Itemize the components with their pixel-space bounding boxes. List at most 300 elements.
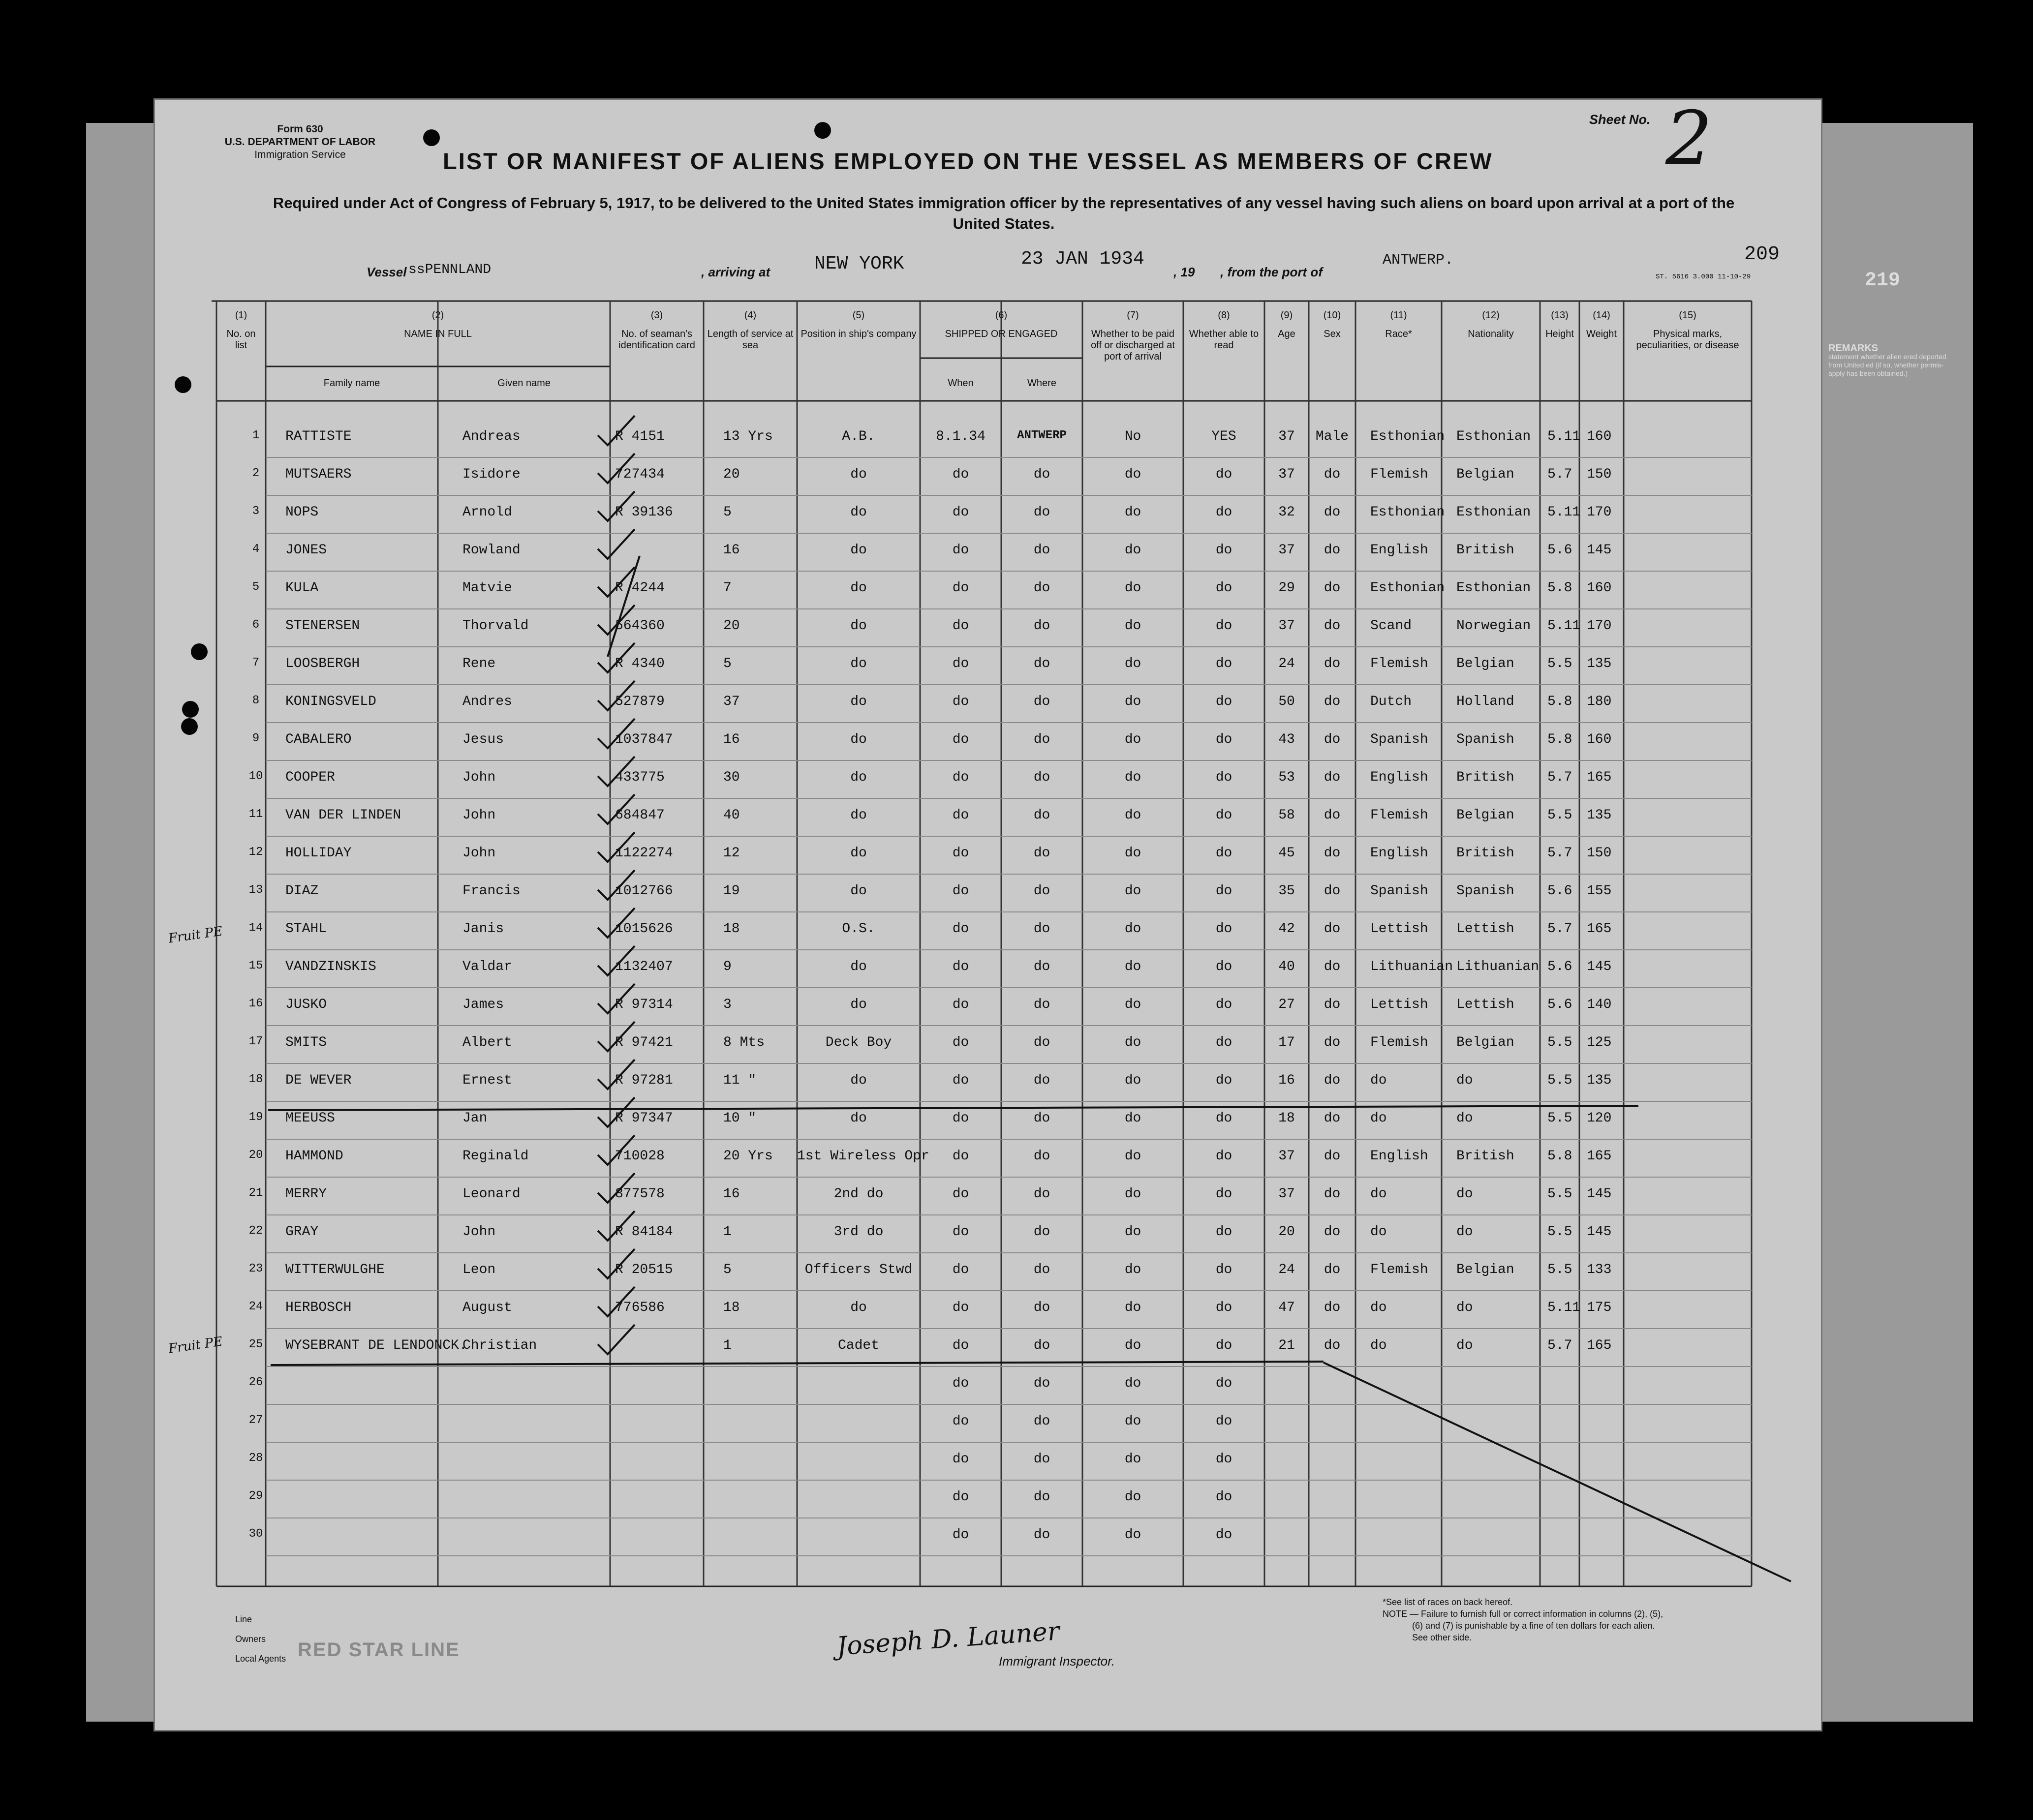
cell-given: Rene <box>462 656 496 671</box>
cell-read: do <box>1215 1035 1232 1050</box>
cell-given: John <box>462 770 496 785</box>
cell-position: do <box>850 1073 867 1088</box>
cell-read: do <box>1215 770 1232 785</box>
column-header: Position in ship's company <box>801 329 917 339</box>
vessel-name: ssPENNLAND <box>408 262 492 277</box>
cell-service: 37 <box>723 694 740 709</box>
cell-height: 5.6 <box>1547 997 1572 1012</box>
cell-weight: 160 <box>1587 732 1612 747</box>
cell-when: do <box>952 1149 969 1164</box>
column-number: (13) <box>1551 310 1569 321</box>
cell-position: do <box>850 543 867 558</box>
cell-nat: British <box>1456 770 1514 785</box>
cell-family: VANDZINSKIS <box>285 959 376 974</box>
cell-when: do <box>952 543 969 558</box>
cell-family: GRAY <box>285 1224 319 1240</box>
column-number: (12) <box>1482 310 1500 321</box>
cell-given: John <box>462 808 496 823</box>
cell-read: do <box>1215 1149 1232 1164</box>
cell-family: COOPER <box>285 770 335 785</box>
row-number: 12 <box>248 846 263 859</box>
cell-paid: do <box>1124 846 1141 861</box>
column-subheader: Given name <box>497 378 551 389</box>
row-number: 29 <box>248 1489 263 1503</box>
cell-when: do <box>952 883 969 899</box>
inspector-label: Immigrant Inspector. <box>999 1654 1115 1668</box>
line-label: Line <box>235 1614 252 1624</box>
column-header: Physical marks, peculiarities, or disease <box>1636 329 1739 351</box>
cell-when: do <box>952 732 969 747</box>
cell-age: 37 <box>1278 429 1295 444</box>
cell-race: Esthonian <box>1370 580 1445 596</box>
row-number: 20 <box>248 1149 263 1162</box>
cell-paid: do <box>1124 883 1141 899</box>
cell-weight: 120 <box>1587 1111 1612 1126</box>
cell-paid: do <box>1124 505 1141 520</box>
column-number: (10) <box>1323 310 1341 321</box>
cell-paid: do <box>1124 1186 1141 1202</box>
cell-sex: Male <box>1315 429 1349 444</box>
cell-read: do <box>1215 1262 1232 1277</box>
cell-when: do <box>952 580 969 596</box>
cell-weight: 165 <box>1587 1338 1612 1353</box>
cell-race: English <box>1370 543 1428 558</box>
cell-where: do <box>1033 694 1050 709</box>
cell-where: do <box>1033 1452 1050 1467</box>
cell-where: do <box>1033 1186 1050 1202</box>
row-number: 1 <box>252 429 260 442</box>
cell-age: 40 <box>1278 959 1295 974</box>
footnote-fine: (6) and (7) is punishable by a fine of ten dollars for each alien. <box>1412 1621 1655 1631</box>
row-number: 7 <box>252 656 260 669</box>
cell-sex: do <box>1324 770 1341 785</box>
cell-when: do <box>952 997 969 1012</box>
cell-height: 5.5 <box>1547 1073 1572 1088</box>
cell-nat: do <box>1456 1111 1473 1126</box>
cell-position: do <box>850 580 867 596</box>
arriving-port: NEW YORK <box>814 253 904 274</box>
from-port: ANTWERP. <box>1383 252 1454 269</box>
cell-service: 9 <box>723 959 732 974</box>
from-port-label: , from the port of <box>1220 265 1323 279</box>
row-number: 21 <box>248 1186 263 1200</box>
cell-when: do <box>952 1262 969 1277</box>
cell-height: 5.11 <box>1547 429 1581 444</box>
cell-where: ANTWERP <box>1017 429 1067 442</box>
cell-when: do <box>952 1300 969 1315</box>
cell-race: Lettish <box>1370 997 1428 1012</box>
cell-nat: do <box>1456 1224 1473 1240</box>
form-number: Form 630 <box>277 123 323 135</box>
row-number: 4 <box>252 543 260 556</box>
cell-when: do <box>952 808 969 823</box>
cell-where: do <box>1033 921 1050 937</box>
cell-given: Andres <box>462 694 512 709</box>
cell-sex: do <box>1324 1111 1341 1126</box>
cell-family: HOLLIDAY <box>285 846 352 861</box>
cell-weight: 170 <box>1587 505 1612 520</box>
cell-card: 710028 <box>615 1149 665 1164</box>
agents-label: Local Agents <box>235 1654 286 1664</box>
cell-sex: do <box>1324 694 1341 709</box>
cell-when: 8.1.34 <box>936 429 986 444</box>
cell-weight: 165 <box>1587 1149 1612 1164</box>
cell-paid: do <box>1124 1035 1141 1050</box>
column-header: No. of seaman's identification card <box>618 329 695 351</box>
cell-sex: do <box>1324 997 1341 1012</box>
cell-height: 5.5 <box>1547 808 1572 823</box>
row-number: 26 <box>248 1376 263 1389</box>
cell-age: 32 <box>1278 505 1295 520</box>
cell-age: 45 <box>1278 846 1295 861</box>
cell-paid: do <box>1124 1224 1141 1240</box>
cell-paid: do <box>1124 1376 1141 1391</box>
arriving-label: , arriving at <box>701 265 770 279</box>
cell-when: do <box>952 1489 969 1505</box>
cell-sex: do <box>1324 1338 1341 1353</box>
cell-service: 16 <box>723 732 740 747</box>
cell-age: 43 <box>1278 732 1295 747</box>
row-number: 25 <box>248 1338 263 1351</box>
cell-where: do <box>1033 1338 1050 1353</box>
stamp-number: 209 <box>1744 243 1780 266</box>
cell-age: 37 <box>1278 467 1295 482</box>
cell-when: do <box>952 1452 969 1467</box>
cell-service: 13 Yrs <box>723 429 773 444</box>
cell-weight: 125 <box>1587 1035 1612 1050</box>
column-number: (3) <box>650 310 663 321</box>
cell-where: do <box>1033 808 1050 823</box>
cell-height: 5.7 <box>1547 846 1572 861</box>
cell-race: do <box>1370 1111 1387 1126</box>
cell-position: do <box>850 1300 867 1315</box>
cell-race: Dutch <box>1370 694 1412 709</box>
cell-paid: do <box>1124 921 1141 937</box>
cell-where: do <box>1033 1376 1050 1391</box>
cell-service: 3 <box>723 997 732 1012</box>
cell-card: R 4151 <box>615 429 665 444</box>
cell-where: do <box>1033 467 1050 482</box>
cell-height: 5.5 <box>1547 1224 1572 1240</box>
cell-service: 5 <box>723 1262 732 1277</box>
cell-when: do <box>952 467 969 482</box>
cell-family: HERBOSCH <box>285 1300 352 1315</box>
cell-when: do <box>952 694 969 709</box>
cell-sex: do <box>1324 883 1341 899</box>
cell-sex: do <box>1324 1186 1341 1202</box>
cell-nat: do <box>1456 1186 1473 1202</box>
cell-where: do <box>1033 1224 1050 1240</box>
cell-sex: do <box>1324 505 1341 520</box>
cell-nat: Belgian <box>1456 1035 1514 1050</box>
cell-card: 1037847 <box>615 732 673 747</box>
remarks-text: statement whether alien ered deported from United ed (if so, whether permis- apply has been obtained.) <box>1828 353 1946 377</box>
cell-race: Esthonian <box>1370 505 1445 520</box>
cell-paid: do <box>1124 1452 1141 1467</box>
cell-card: 877578 <box>615 1186 665 1202</box>
cell-family: KONINGSVELD <box>285 694 376 709</box>
cell-sex: do <box>1324 808 1341 823</box>
cell-read: do <box>1215 1111 1232 1126</box>
cell-weight: 135 <box>1587 1073 1612 1088</box>
column-number: (9) <box>1280 310 1293 321</box>
cell-weight: 160 <box>1587 580 1612 596</box>
row-number: 24 <box>248 1300 263 1313</box>
cell-position: 3rd do <box>833 1224 884 1240</box>
cell-weight: 150 <box>1587 467 1612 482</box>
cell-card: 776586 <box>615 1300 665 1315</box>
row-number: 13 <box>248 883 263 897</box>
cell-given: Ernest <box>462 1073 512 1088</box>
manifest-title: LIST OR MANIFEST OF ALIENS EMPLOYED ON THE VESSEL AS MEMBERS OF CREW <box>443 148 1493 174</box>
cell-given: John <box>462 846 496 861</box>
cell-paid: do <box>1124 1111 1141 1126</box>
cell-family: DIAZ <box>285 883 319 899</box>
year-label: , 19 <box>1173 265 1195 279</box>
cell-where: do <box>1033 580 1050 596</box>
cell-position: do <box>850 467 867 482</box>
column-number: (1) <box>235 310 247 321</box>
cell-where: do <box>1033 846 1050 861</box>
cell-age: 16 <box>1278 1073 1295 1088</box>
cell-where: do <box>1033 1489 1050 1505</box>
cell-nat: Lettish <box>1456 997 1514 1012</box>
date-stamp: 23 JAN 1934 <box>1021 248 1144 270</box>
cell-race: English <box>1370 1149 1428 1164</box>
column-number: (4) <box>744 310 757 321</box>
cell-read: do <box>1215 505 1232 520</box>
cell-read: do <box>1215 1452 1232 1467</box>
cell-when: do <box>952 1224 969 1240</box>
cell-read: do <box>1215 694 1232 709</box>
manifest-subtitle: Required under Act of Congress of February 5, 1917, to be delivered to the United States immigration officer by the representatives of any vessel having such aliens on board upon arrival at a port of the United States. <box>273 194 1735 232</box>
cell-sex: do <box>1324 1035 1341 1050</box>
cell-position: do <box>850 656 867 671</box>
cell-sex: do <box>1324 618 1341 634</box>
cell-service: 12 <box>723 846 740 861</box>
cell-weight: 135 <box>1587 656 1612 671</box>
cell-family: DE WEVER <box>285 1073 352 1088</box>
cell-given: Matvie <box>462 580 512 596</box>
cell-race: Lettish <box>1370 921 1428 937</box>
signature: Joseph D. Launer <box>835 1616 1061 1662</box>
cell-height: 5.6 <box>1547 543 1572 558</box>
column-number: (11) <box>1390 310 1407 321</box>
cell-given: Albert <box>462 1035 512 1050</box>
cell-when: do <box>952 1073 969 1088</box>
cell-family: SMITS <box>285 1035 327 1050</box>
cell-weight: 145 <box>1587 959 1612 974</box>
cell-age: 20 <box>1278 1224 1295 1240</box>
cell-given: August <box>462 1300 512 1315</box>
cell-age: 37 <box>1278 1149 1295 1164</box>
cell-when: do <box>952 959 969 974</box>
column-subheader: When <box>948 378 974 389</box>
cell-nat: Esthonian <box>1456 429 1531 444</box>
cell-when: do <box>952 770 969 785</box>
cell-where: do <box>1033 505 1050 520</box>
cell-age: 50 <box>1278 694 1295 709</box>
cell-height: 5.5 <box>1547 1111 1572 1126</box>
cell-family: STAHL <box>285 921 327 937</box>
cell-given: Francis <box>462 883 521 899</box>
cell-read: do <box>1215 997 1232 1012</box>
cell-weight: 155 <box>1587 883 1612 899</box>
cell-position: do <box>850 505 867 520</box>
cell-height: 5.7 <box>1547 467 1572 482</box>
column-subheader: Where <box>1027 378 1056 389</box>
cell-nat: British <box>1456 1149 1514 1164</box>
row-number: 8 <box>252 694 260 707</box>
cell-age: 47 <box>1278 1300 1295 1315</box>
column-number: (7) <box>1127 310 1139 321</box>
cell-read: do <box>1215 580 1232 596</box>
row-number: 30 <box>248 1527 263 1541</box>
cell-race: Spanish <box>1370 732 1428 747</box>
cell-position: do <box>850 846 867 861</box>
cell-weight: 133 <box>1587 1262 1612 1277</box>
cell-service: 5 <box>723 656 732 671</box>
cell-height: 5.8 <box>1547 1149 1572 1164</box>
cell-position: A.B. <box>842 429 875 444</box>
cell-card: R 4244 <box>615 580 665 596</box>
cell-race: Flemish <box>1370 1035 1428 1050</box>
cell-sex: do <box>1324 732 1341 747</box>
cell-race: do <box>1370 1338 1387 1353</box>
cell-family: JUSKO <box>285 997 327 1012</box>
cell-position: 2nd do <box>833 1186 884 1202</box>
cell-given: Christian <box>462 1338 537 1353</box>
cell-where: do <box>1033 1262 1050 1277</box>
cell-height: 5.5 <box>1547 1186 1572 1202</box>
cell-given: Rowland <box>462 543 521 558</box>
row-number: 10 <box>248 770 263 783</box>
cell-age: 37 <box>1278 543 1295 558</box>
cell-when: do <box>952 1111 969 1126</box>
cell-race: Lithuanian <box>1370 959 1453 974</box>
vessel-label: Vessel <box>367 265 407 279</box>
cell-read: do <box>1215 732 1232 747</box>
column-header: Whether able to read <box>1189 329 1259 351</box>
cell-age: 58 <box>1278 808 1295 823</box>
cell-position: do <box>850 1111 867 1126</box>
cell-service: 18 <box>723 921 740 937</box>
cell-race: Flemish <box>1370 1262 1428 1277</box>
cell-given: Andreas <box>462 429 521 444</box>
cell-sex: do <box>1324 1073 1341 1088</box>
cell-weight: 175 <box>1587 1300 1612 1315</box>
cell-paid: do <box>1124 997 1141 1012</box>
cell-position: do <box>850 770 867 785</box>
row-number: 3 <box>252 505 260 518</box>
cell-sex: do <box>1324 580 1341 596</box>
column-number: (15) <box>1679 310 1696 321</box>
cell-read: do <box>1215 1338 1232 1353</box>
cell-nat: Spanish <box>1456 883 1514 899</box>
cell-where: do <box>1033 959 1050 974</box>
cell-height: 5.11 <box>1547 618 1581 634</box>
cell-sex: do <box>1324 656 1341 671</box>
cell-service: 7 <box>723 580 732 596</box>
row-number: 16 <box>248 997 263 1010</box>
cell-nat: Norwegian <box>1456 618 1531 634</box>
cell-position: do <box>850 997 867 1012</box>
cell-position: do <box>850 883 867 899</box>
cell-age: 17 <box>1278 1035 1295 1050</box>
cell-age: 18 <box>1278 1111 1295 1126</box>
cell-given: James <box>462 997 504 1012</box>
cell-weight: 170 <box>1587 618 1612 634</box>
cell-sex: do <box>1324 543 1341 558</box>
cell-when: do <box>952 1186 969 1202</box>
cell-nat: Belgian <box>1456 656 1514 671</box>
cell-position: 1st Wireless Opr <box>797 1149 929 1164</box>
cell-read: YES <box>1211 429 1236 444</box>
cell-height: 5.11 <box>1547 1300 1581 1315</box>
cell-where: do <box>1033 543 1050 558</box>
cell-position: O.S. <box>842 921 875 937</box>
cell-family: LOOSBERGH <box>285 656 360 671</box>
cell-nat: do <box>1456 1338 1473 1353</box>
cell-where: do <box>1033 1111 1050 1126</box>
footnote-note: NOTE — Failure to furnish full or correct information in columns (2), (5), <box>1383 1609 1663 1619</box>
cell-given: Valdar <box>462 959 512 974</box>
cell-service: 18 <box>723 1300 740 1315</box>
cell-weight: 145 <box>1587 1224 1612 1240</box>
cell-when: do <box>952 1414 969 1429</box>
cell-weight: 135 <box>1587 808 1612 823</box>
cell-card: 1015626 <box>615 921 673 937</box>
column-number: (6) <box>995 310 1008 321</box>
cell-race: do <box>1370 1224 1387 1240</box>
cell-when: do <box>952 1338 969 1353</box>
cell-nat: Esthonian <box>1456 505 1531 520</box>
row-number: 15 <box>248 959 263 972</box>
cell-family: MEEUSS <box>285 1111 335 1126</box>
cell-read: do <box>1215 656 1232 671</box>
cell-nat: Esthonian <box>1456 580 1531 596</box>
cell-height: 5.8 <box>1547 694 1572 709</box>
cell-age: 21 <box>1278 1338 1295 1353</box>
cell-race: do <box>1370 1073 1387 1088</box>
cell-card: R 97314 <box>615 997 673 1012</box>
cell-service: 20 <box>723 618 740 634</box>
cell-nat: Belgian <box>1456 808 1514 823</box>
row-number: 23 <box>248 1262 263 1275</box>
cell-family: WYSEBRANT DE LENDONCK. <box>285 1338 467 1353</box>
cell-height: 5.7 <box>1547 770 1572 785</box>
owners-label: Owners <box>235 1634 266 1644</box>
cell-card: R 39136 <box>615 505 673 520</box>
cell-age: 27 <box>1278 997 1295 1012</box>
cell-given: Leon <box>462 1262 496 1277</box>
cell-family: STENERSEN <box>285 618 360 634</box>
cell-read: do <box>1215 1300 1232 1315</box>
cell-service: 16 <box>723 543 740 558</box>
cell-family: VAN DER LINDEN <box>285 808 401 823</box>
column-number: (2) <box>431 310 444 321</box>
cell-given: Leonard <box>462 1186 521 1202</box>
cell-read: do <box>1215 1376 1232 1391</box>
cell-sex: do <box>1324 921 1341 937</box>
cell-sex: do <box>1324 1149 1341 1164</box>
sheet-number-value: 2 <box>1665 96 1713 182</box>
cell-when: do <box>952 846 969 861</box>
cell-paid: do <box>1124 618 1141 634</box>
cell-card: 1122274 <box>615 846 673 861</box>
cell-where: do <box>1033 1414 1050 1429</box>
cell-paid: do <box>1124 694 1141 709</box>
